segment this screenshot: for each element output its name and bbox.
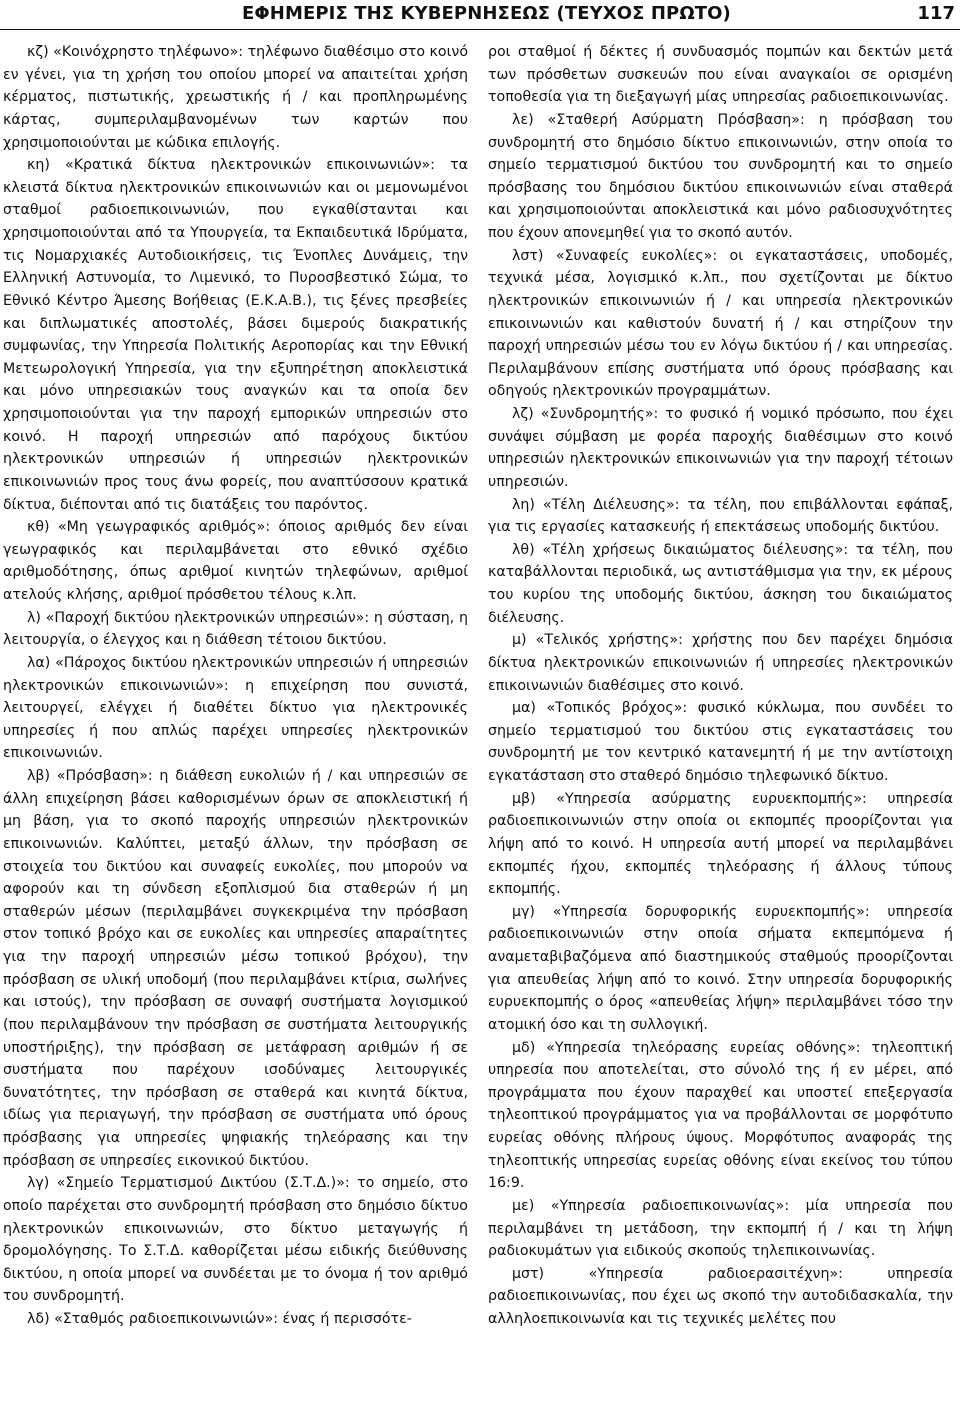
paragraph-ma: μα) «Τοπικός βρόχος»: φυσικό κύκλωμα, που συνδέει το σημείο τερματισμού του δικτύου στις εγκαταστάσεις του συνδρομητή με τον κεντρικό κατανεμητή ή με την αντίστοιχη εγκατάσταση στο σταθερό δημόσιο τηλεφωνικό δίκτυο. — [488, 700, 953, 784]
paragraph-lb: λβ) «Πρόσβαση»: η διάθεση ευκολιών ή / και υπηρεσιών σε άλλη επιχείρηση βάσει καθορισμένων όρων σε αποκλειστική ή μη βάση, για το σκοπό παροχής υπηρεσιών ηλεκτρονικών επικοινωνιών. Καλύπτει, μεταξύ άλλων, την πρόσβαση σε στοιχεία του δικτύου και συναφείς ευκολίες, που μπορούν να αφορούν και τη σύνδεση εξοπλισμού δια σταθερών ή μη σταθερών μέσων (περιλαμβάνει συγκεκριμένα την πρόσβαση στον τοπικό βρόχο και σε ευκολίες και υπηρεσίες απαραίτητες για την παροχή υπηρεσιών μέσω τοπικού βρόχου), την πρόσβαση σε υλική υποδομή (που περιλαμβάνει κτίρια, σωλήνες και ιστούς), την πρόσβαση σε συναφή συστήματα λογισμικού (που περιλαμβάνουν την πρόσβαση σε συστήματα λειτουργικής υποστήριξης), την πρόσβαση σε μετάφραση αριθμών ή σε συστήματα που παρέχουν ισοδύναμες λειτουργικές δυνατότητες, την πρόσβαση σε σταθερά και κινητά δίκτυα, ιδίως για περιαγωγή, την πρόσβαση σε συστήματα υπό όρους πρόσβασης για υπηρεσίες ψηφιακής τηλεόρασης και την πρόσβαση σε υπηρεσίες εικονικού δικτύου. — [3, 768, 468, 1169]
paragraph-la: λα) «Πάροχος δικτύου ηλεκτρονικών υπηρεσιών ή υπηρεσιών ηλεκτρονικών επικοινωνιών»: η επιχείρηση που συνιστά, λειτουργεί, ελέγχει ή διαθέτει δίκτυο για ηλεκτρονικές υπηρεσίες ή που απλώς παρέχει υπηρεσίες ηλεκτρονικών επικοινωνιών. — [3, 654, 468, 762]
gazette-title: ΕΦΗΜΕΡΙΣ ΤΗΣ ΚΥΒΕΡΝΗΣΕΩΣ (ΤΕΥΧΟΣ ΠΡΩΤΟ) — [242, 3, 731, 24]
paragraph-kth: κθ) «Μη γεωγραφικός αριθμός»: όποιος αριθμός δεν είναι γεωγραφικός και περιλαμβάνεται στο εθνικό σχέδιο αριθμοδότησης, όπως αριθμοί κινητών τηλεφώνων, αριθμοί ατελούς κλήσης, αριθμοί πρόσθετου τέλους κ.λπ. — [3, 519, 468, 603]
paragraph-kz: κζ) «Κοινόχρηστο τηλέφωνο»: τηλέφωνο διαθέσιμο στο κοινό εν γένει, για τη χρήση του οποίου μπορεί να απαιτείται χρήση κέρματος, πιστωτικής, χρεωστικής ή / και προπληρωμένης κάρτας, συμπεριλαμβανομένων των καρτών που χρησιμοποιούνται με κώδικα επιλογής. — [3, 44, 468, 151]
paragraph-le: λε) «Σταθερή Ασύρματη Πρόσβαση»: η πρόσβαση του συνδρομητή στο δημόσιο δίκτυο επικοινωνιών, στην οποία το σημείο τερματισμού δικτύου του συνδρομητή και το σημείο πρόσβασης του δημόσιου δικτύου επικοινωνιών είναι σταθερά και χρησιμοποιούνται αποκλειστικά και μόνο ραδιοσυχνότητες που έχουν απονεμηθεί για το σκοπό αυτόν. — [488, 111, 953, 241]
paragraph-mst: μστ) «Υπηρεσία ραδιοερασιτέχνη»: υπηρεσία ραδιοεπικοινωνίας, που έχει ως σκοπό την αυτοδιδασκαλία, την αλληλοεπικοινωνία και τις τεχνικές μελέτες που — [488, 1265, 953, 1327]
paragraph-lg: λγ) «Σημείο Τερματισμού Δικτύου (Σ.Τ.Δ.)»: το σημείο, στο οποίο παρέχεται στο συνδρομητή πρόσβαση στο δημόσιο δίκτυο ηλεκτρονικών επικοινωνιών, στο δίκτυο μεταγωγής ή δρομολόγησης. Το Σ.Τ.Δ. καθορίζεται μέσω ειδικής διεύθυνσης δικτύου, η οποία μπορεί να συνδέεται με το όνομα ή τον αριθμό του συνδρομητή. — [3, 1175, 468, 1305]
paragraph-mb: μβ) «Υπηρεσία ασύρματης ευρυεκπομπής»: υπηρεσία ραδιοεπικοινωνιών στην οποία οι εκπομπές προορίζονται για λήψη από το κοινό. Η υπηρεσία αυτή μπορεί να περιλαμβάνει εκπομπές ήχου, εκπομπές τηλεόρασης ή άλλους τύπους εκπομπής. — [488, 790, 953, 898]
paragraph-lh: λη) «Τέλη Διέλευσης»: τα τέλη, που επιβάλλονται εφάπαξ, για τις εργασίες κατασκευής ή επεκτάσεως υποδομής δικτύου. — [488, 496, 953, 536]
paragraph-ld: λδ) «Σταθμός ραδιοεπικοινωνιών»: ένας ή περισσότε- — [27, 1311, 412, 1327]
paragraph-ld-continued: ροι σταθμοί ή δέκτες ή συνδυασμός πομπών και δεκτών μετά των πρόσθετων συσκευών που είναι αναγκαίοι σε ορισμένη τοποθεσία για τη διεξαγωγή μίας υπηρεσίας ραδιοεπικοινωνίας. — [488, 44, 953, 106]
paragraph-lz: λζ) «Συνδρομητής»: το φυσικό ή νομικό πρόσωπο, που έχει συνάψει σύμβαση με φορέα παροχής διαθέσιμων στο κοινό υπηρεσιών ηλεκτρονικών επικοινωνιών για την παροχή τέτοιων υπηρεσιών. — [488, 406, 953, 490]
paragraph-m: μ) «Τελικός χρήστης»: χρήστης που δεν παρέχει δημόσια δίκτυα ηλεκτρονικών επικοινωνιών ή υπηρεσίες ηλεκτρονικών επικοινωνιών διαθέσιμες στο κοινό. — [488, 632, 953, 694]
paragraph-md: μδ) «Υπηρεσία τηλεόρασης ευρείας οθόνης»: τηλεοπτική υπηρεσία που αποτελείται, στο σύνολό της ή εν μέρει, από προγράμματα που έχουν παραχθεί και υποστεί επεξεργασία τηλεοπτικού προγράμματος για να προβάλλονται σε μορφότυπο ευρείας οθόνης πλήρους ύψους. Μορφότυπος αναφοράς της τηλεοπτικής υπηρεσίας ευρείας οθόνης είναι εκείνος του τύπου 16:9. — [488, 1039, 953, 1192]
paragraph-lst: λστ) «Συναφείς ευκολίες»: οι εγκαταστάσεις, υποδομές, τεχνικά μέσα, λογισμικό κ.λπ., που σχετίζονται με δίκτυο ηλεκτρονικών επικοινωνιών ή / και υπηρεσία ηλεκτρονικών επικοινωνιών και καθιστούν δυνατή ή / και στηρίζουν την παροχή υπηρεσιών μέσω του εν λόγω δικτύου ή / και υπηρεσίας. Περιλαμβάνουν επίσης συστήματα υπό όρους πρόσβασης και οδηγούς ηλεκτρονικών προγραμμάτων. — [488, 247, 953, 400]
left-column — [3, 41, 468, 1425]
paragraph-kh: κη) «Κρατικά δίκτυα ηλεκτρονικών επικοινωνιών»: τα κλειστά δίκτυα ηλεκτρονικών επικοινωνιών και οι μεμονωμένοι σταθμοί ραδιοεπικοινωνιών, που εγκαθίστανται και χρησιμοποιούνται από τα Υπουργεία, τα Εκπαιδευτικά Ιδρύματα, τις Νομαρχιακές Αυτοδιοικήσεις, τις Ένοπλες Δυνάμεις, την Ελληνική Αστυνομία, το Λιμενικό, το Πυροσβεστικό Σώμα, το Εθνικό Κέντρο Άμεσης Βοήθειας (Ε.Κ.Α.Β.), τις ξένες πρεσβείες και διπλωματικές αποστολές, βάσει διμερούς διακρατικής συμφωνίας, την Υπηρεσία Πολιτικής Αεροπορίας και την Εθνική Μετεωρολογική Υπηρεσία, για την εξυπηρέτηση αποκλειστικά και μόνο υπηρεσιακών τους αναγκών και τα οποία δεν χρησιμοποιούνται για την παροχή εμπορικών υπηρεσιών στο κοινό. Η παροχή υπηρεσιών από παρόχους δικτύου ηλεκτρονικών υπηρεσιών ή υπηρεσιών ηλεκτρονικών επικοινωνιών προς τους άνω φορείς, που αναπτύσσουν κρατικά δίκτυα, διέπονται από τις διατάξεις του παρόντος. — [3, 157, 468, 513]
page-header — [0, 0, 960, 30]
paragraph-lth: λθ) «Τέλη χρήσεως δικαιώματος διέλευσης»: τα τέλη, που καταβάλλονται περιοδικά, ως αντιστάθμισμα για την, εκ μέρους του κυρίου της υποδομής δικτύου, άσκηση του δικαιώματος διέλευσης. — [488, 541, 953, 626]
paragraph-l: λ) «Παροχή δικτύου ηλεκτρονικών υπηρεσιών»: η σύσταση, η λειτουργία, ο έλεγχος και η διάθεση τέτοιου δικτύου. — [3, 609, 468, 649]
page-number: 117 — [917, 3, 955, 24]
paragraph-mg: μγ) «Υπηρεσία δορυφορικής ευρυεκπομπής»: υπηρεσία ραδιοεπικοινωνιών στην οποία σήματα εκπεμπόμενα ή αναμεταβιβαζόμενα από διαστημικούς σταθμούς προορίζονται για απευθείας λήψη από το κοινό. Στην υπηρεσία δορυφορικής ευρυεκπομπής ο όρος «απευθείας λήψη» περιλαμβάνει τόσο την ατομική όσο και τη συλλογική. — [488, 903, 953, 1033]
paragraph-me: με) «Υπηρεσία ραδιοεπικοινωνίας»: μία υπηρεσία που περιλαμβάνει τη μετάδοση, την εκπομπή ή / και τη λήψη ραδιοκυμάτων για ειδικούς σκοπούς τηλεπικοινωνίας. — [488, 1197, 953, 1260]
right-column — [488, 41, 953, 1425]
